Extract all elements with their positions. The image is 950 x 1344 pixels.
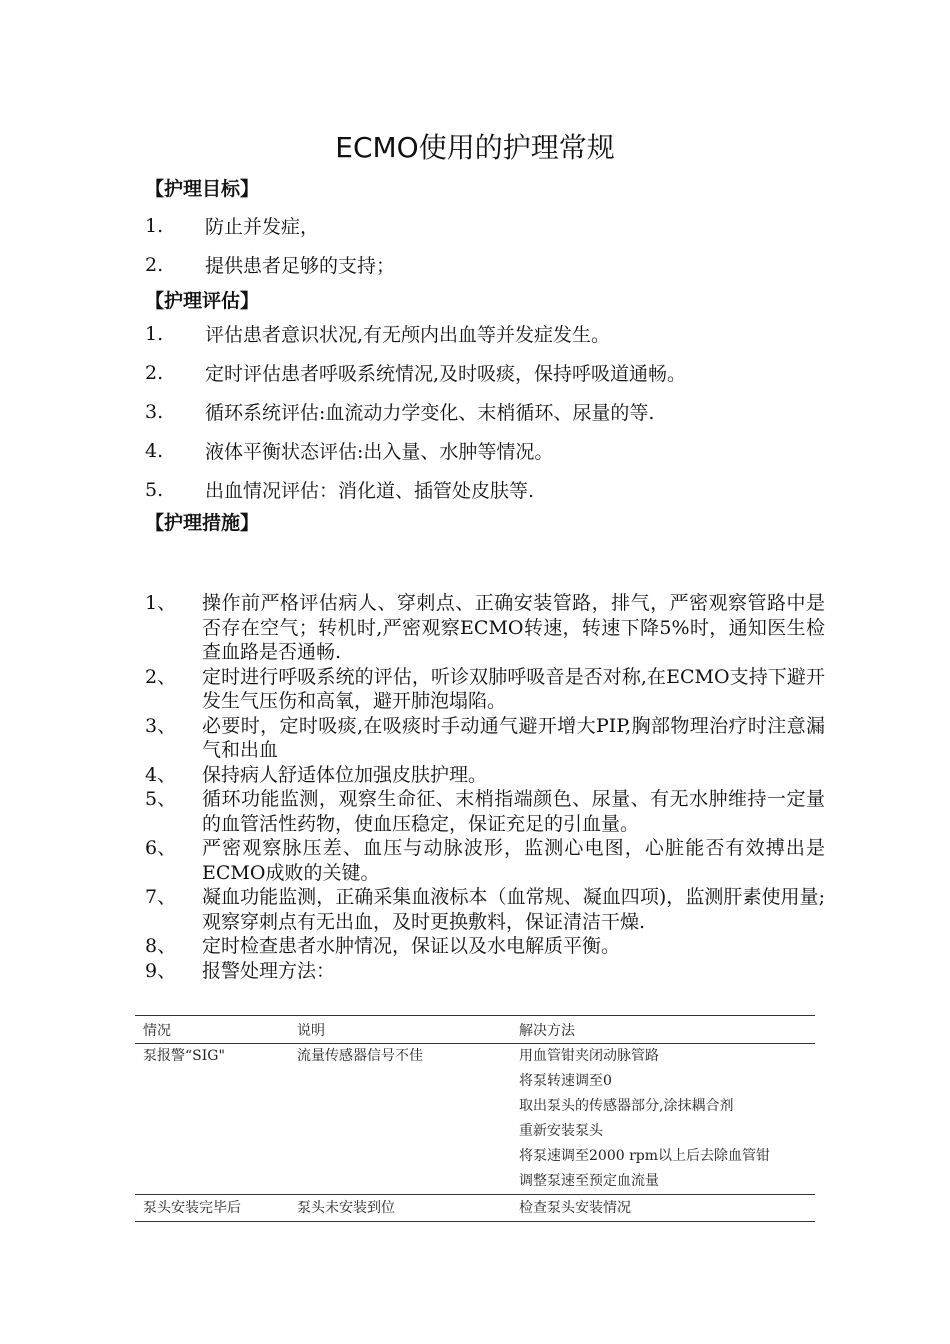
item-number: 4、	[145, 763, 177, 786]
list-item	[145, 591, 825, 665]
item-text: 凝血功能监测，正确采集血液标本（血常规、凝血四项)，监测肝素使用量;观察穿刺点有无出血，及时更换敷料，保证清洁干燥.	[202, 886, 825, 933]
solution-cell: 检查泵头安装情况	[511, 1195, 815, 1222]
item-text: 循环系统评估:血流动力学变化、末梢循环、尿量的等.	[205, 402, 655, 424]
solution-cell	[511, 1044, 815, 1195]
item-number: 4.	[145, 439, 164, 462]
list-item	[145, 392, 686, 431]
list-item	[145, 763, 825, 788]
item-number: 8、	[145, 935, 177, 957]
item-text: 报警处理方法：	[202, 959, 336, 982]
item-text: 定时评估患者呼吸系统情况,及时吸痰，保持呼吸道通畅。	[205, 363, 687, 385]
alarm-handling-table	[135, 1015, 815, 1222]
situation-cell: 泵报警“SIG"	[143, 1048, 225, 1064]
solution-step: 用血管钳夹闭动脉管路	[519, 1048, 659, 1064]
table-row	[135, 1195, 815, 1222]
list-item	[145, 959, 825, 984]
item-number: 1.	[145, 214, 164, 237]
column-header: 情况	[135, 1016, 289, 1044]
item-text: 循环功能监测，观察生命征、末梢指端颜色、尿量、有无水肿维持一定量的血管活性药物，使血压稳定，保证充足的引血量。	[202, 788, 825, 835]
list-item	[145, 665, 825, 714]
item-number: 6、	[145, 837, 177, 859]
item-number: 2.	[145, 361, 164, 384]
page-title: ECMO使用的护理常规	[335, 131, 615, 164]
list-item	[145, 431, 686, 470]
item-text: 定时进行呼吸系统的评估，听诊双肺呼吸音是否对称,在ECMO支持下避开发生气压伤和高氧，避开肺泡塌陷。	[202, 665, 825, 712]
list-item	[145, 470, 686, 509]
item-text: 严密观察脉压差、血压与动脉波形，监测心电图，心脏能否有效搏出是ECMO成败的关键。	[202, 837, 825, 884]
assessment-list	[145, 314, 686, 509]
solution-step: 取出泵头的传感器部分,涂抹耦合剂	[519, 1098, 734, 1114]
list-item	[145, 245, 395, 284]
item-number: 3.	[145, 400, 164, 423]
item-number: 7、	[145, 886, 177, 908]
list-item	[145, 836, 825, 885]
item-text: 必要时，定时吸痰,在吸痰时手动通气避开增大PIP,胸部物理治疗时注意漏气和出血	[202, 714, 825, 761]
item-text: 保持病人舒适体位加强皮肤护理。	[202, 763, 488, 786]
heading-goals: 【护理目标】	[145, 178, 260, 200]
heading-measures: 【护理措施】	[145, 512, 260, 534]
list-item	[145, 934, 825, 959]
list-item	[145, 206, 395, 245]
measures-list	[145, 591, 825, 983]
item-number: 1、	[145, 592, 177, 614]
description-cell: 泵头未安装到位	[289, 1195, 511, 1222]
list-item	[145, 885, 825, 934]
solution-step: 调整泵速至预定血流量	[519, 1173, 659, 1189]
item-number: 5.	[145, 478, 164, 501]
item-number: 2.	[145, 253, 164, 276]
column-header: 解决方法	[511, 1016, 815, 1044]
solution-step: 将泵速调至2000 rpm以上后去除血管钳	[519, 1148, 771, 1164]
list-item	[145, 787, 825, 836]
item-text: 操作前严格评估病人、穿刺点、正确安装管路，排气，严密观察管路中是否存在空气；转机时,严密观察ECMO转速，转速下降5%时，通知医生检查血路是否通畅.	[202, 592, 825, 663]
table-header-row	[135, 1016, 815, 1044]
item-number: 9、	[145, 959, 177, 982]
item-text: 防止并发症，	[205, 216, 320, 238]
list-item	[145, 714, 825, 763]
item-number: 3、	[145, 714, 177, 737]
situation-cell: 泵头安装完毕后	[135, 1195, 289, 1222]
solution-step: 将泵转速调至0	[519, 1073, 612, 1089]
item-text: 评估患者意识状况,有无颅内出血等并发症发生。	[205, 324, 611, 346]
item-text: 液体平衡状态评估:出入量、水肿等情况。	[205, 441, 554, 463]
item-text: 出血情况评估：消化道、插管处皮肤等.	[205, 480, 535, 502]
heading-assessment: 【护理评估】	[145, 290, 260, 312]
item-number: 5、	[145, 788, 177, 810]
list-item	[145, 353, 686, 392]
description-cell: 流量传感器信号不佳	[297, 1048, 423, 1064]
goals-list	[145, 206, 395, 284]
item-number: 1.	[145, 322, 164, 345]
item-text: 提供患者足够的支持；	[205, 255, 396, 277]
column-header: 说明	[289, 1016, 511, 1044]
table-row	[135, 1044, 815, 1195]
item-number: 2、	[145, 665, 177, 688]
solution-step: 重新安装泵头	[519, 1123, 603, 1139]
item-text: 定时检查患者水肿情况，保证以及水电解质平衡。	[202, 935, 621, 957]
list-item	[145, 314, 686, 353]
